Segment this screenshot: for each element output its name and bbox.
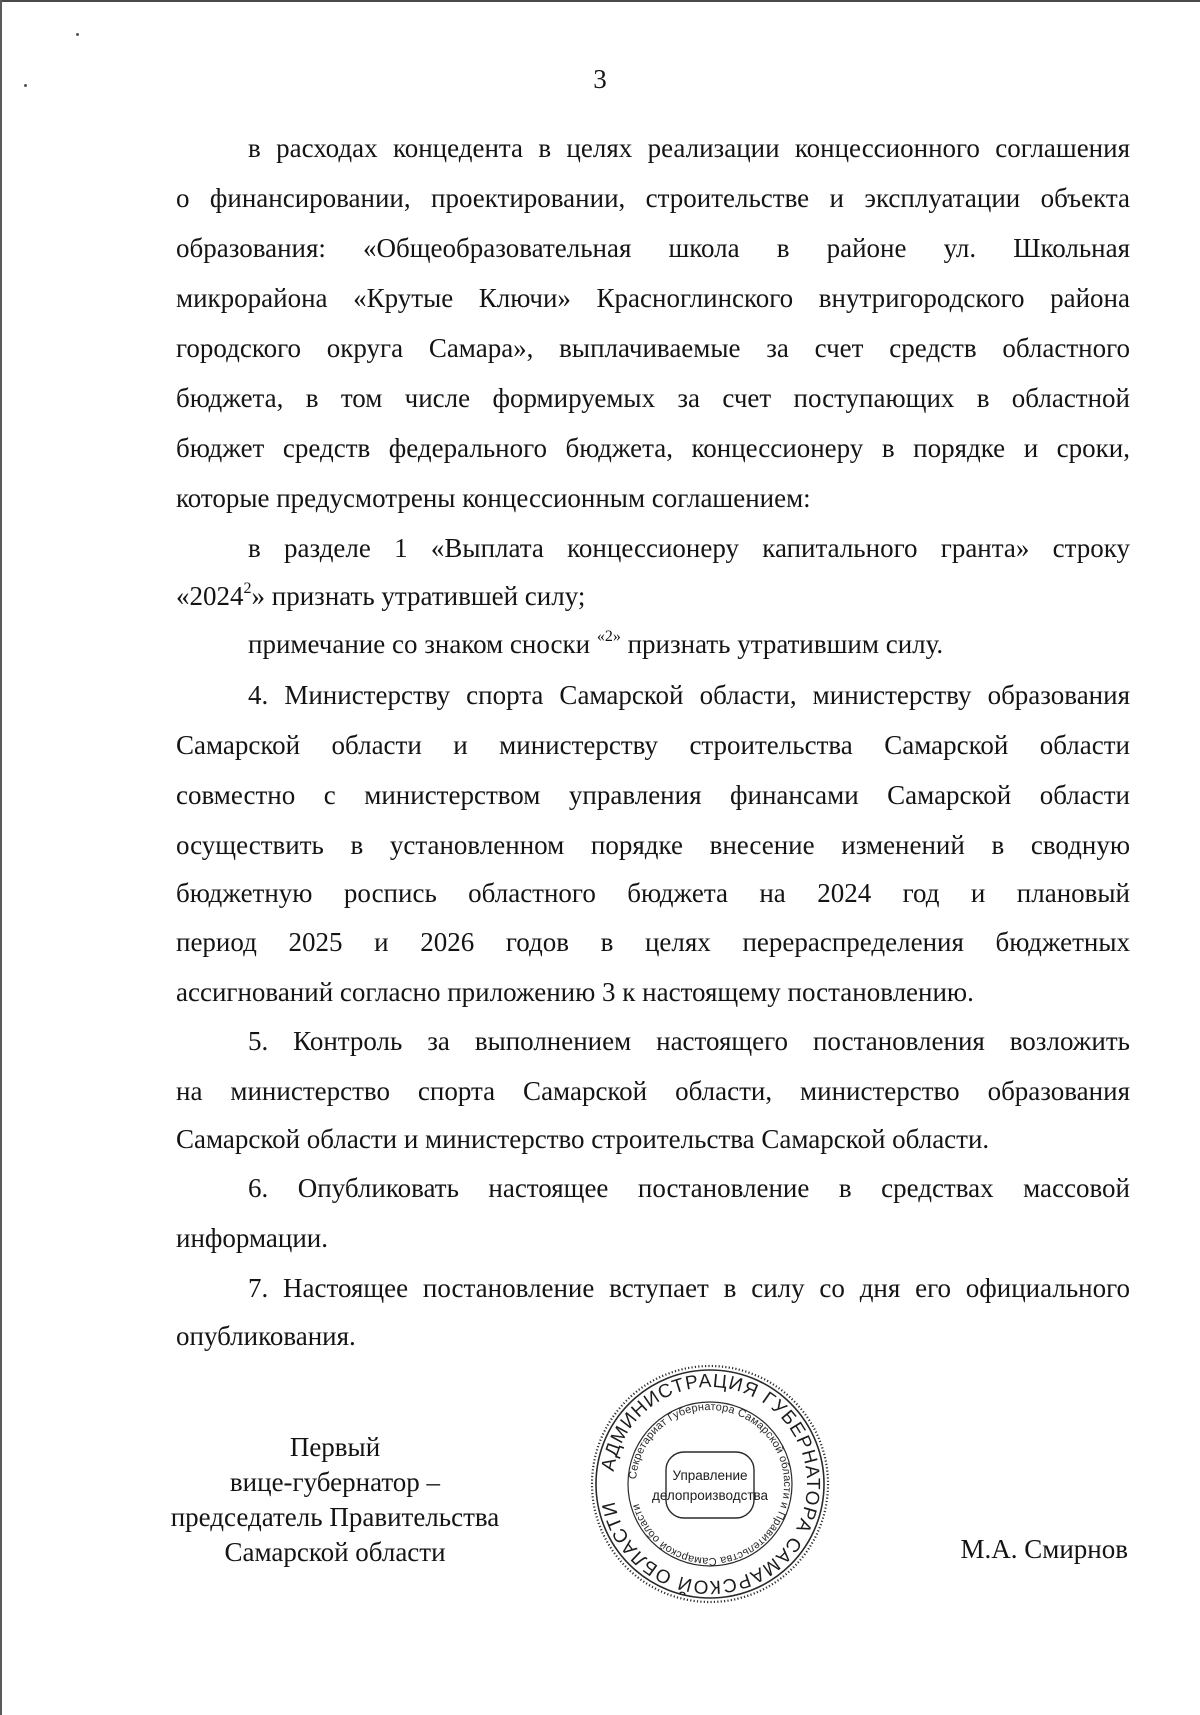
seal-center-line: Управление	[672, 1468, 748, 1483]
text-line: микрорайона «Крутые Ключи» Красноглинского внутригородского района	[176, 283, 1130, 313]
seal-center-frame	[666, 1452, 754, 1518]
text-line: 4. Министерству спорта Самарской области, министерству образования	[248, 680, 1130, 710]
text-line: на министерство спорта Самарской области, министерство образования	[176, 1076, 1130, 1106]
text-line: 5. Контроль за выполнением настоящего постановления возложить	[248, 1026, 1130, 1056]
scan-edge-top	[0, 0, 1200, 2]
signatory-position-line: председатель Правительства	[170, 1502, 500, 1532]
seal-inner-text: Секретариат Губернатора Самарской области и Правительства Самарской области	[627, 1400, 794, 1568]
footnote-mark: 2	[243, 580, 252, 597]
page-number: 3	[593, 64, 607, 94]
text-line: осуществить в установленном порядке внесение изменений в сводную	[176, 830, 1130, 860]
signatory-position-line: вице-губернатор –	[229, 1467, 441, 1497]
text-span: » признать утратившей силу;	[251, 581, 586, 611]
text-line: образования: «Общеобразовательная школа в районе ул. Школьная	[176, 233, 1130, 263]
text-line: период 2025 и 2026 годов в целях перераспределения бюджетных	[176, 927, 1130, 957]
text-line: ассигнований согласно приложению 3 к настоящему постановлению.	[176, 977, 974, 1007]
text-line: о финансировании, проектировании, строительстве и эксплуатации объекта	[176, 183, 1130, 213]
text-line: 6. Опубликовать настоящее постановление в средствах массовой	[248, 1173, 1130, 1203]
text-line: информации.	[176, 1223, 328, 1253]
seal-outer-text: АДМИНИСТРАЦИЯ ГУБЕРНАТОРА САМАРСКОЙ ОБЛАСТИ	[597, 1370, 824, 1598]
text-line: бюджетную роспись областного бюджета на 2024 год и плановый	[176, 878, 1130, 908]
text-line: в расходах концедента в целях реализации концессионного соглашения	[248, 133, 1130, 163]
scan-edge-left	[0, 0, 2, 1715]
text-line: городского округа Самара», выплачиваемые за счет средств областного	[176, 333, 1130, 363]
text-line: в разделе 1 «Выплата концессионеру капитального гранта» строку	[248, 533, 1130, 563]
seal-center-line: делопроизводства	[651, 1488, 769, 1503]
footnote-mark: «2»	[596, 628, 621, 645]
signatory-position-line: Первый	[289, 1432, 381, 1462]
signatory-name: М.А. Смирнов	[960, 1534, 1128, 1564]
text-line	[176, 576, 1130, 616]
text-line	[176, 624, 1130, 664]
scan-speck	[76, 33, 79, 36]
text-line: Самарской области и министерство строительства Самарской области.	[176, 1124, 990, 1154]
text-line: совместно с министерством управления финансами Самарской области	[176, 780, 1130, 810]
text-line: бюджета, в том числе формируемых за счет поступающих в областной	[176, 383, 1130, 413]
text-span: «2024	[176, 581, 244, 611]
signatory-position-line: Самарской области	[224, 1537, 446, 1567]
text-line: Самарской области и министерству строительства Самарской области	[176, 730, 1130, 760]
official-seal	[588, 1362, 832, 1606]
signatory-position	[130, 1430, 540, 1570]
text-span: признать утратившим силу.	[620, 629, 944, 659]
text-line: опубликования.	[176, 1321, 356, 1351]
text-line: которые предусмотрены концессионным соглашением:	[176, 483, 811, 513]
text-span: примечание со знаком сноски	[248, 629, 597, 659]
text-line: бюджет средств федерального бюджета, концессионеру в порядке и сроки,	[176, 433, 1130, 463]
text-line: 7. Настоящее постановление вступает в силу со дня его официального	[248, 1273, 1130, 1303]
